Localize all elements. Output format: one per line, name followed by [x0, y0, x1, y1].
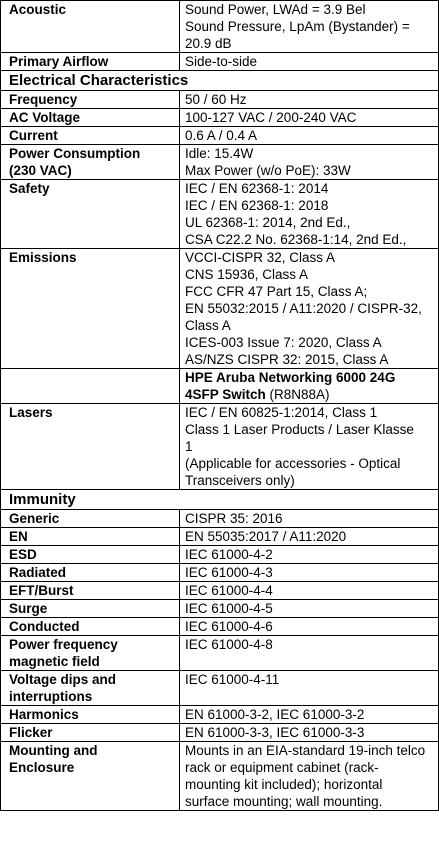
model-name-empty-cell: [1, 369, 180, 404]
row-power-frequency: [1, 636, 439, 671]
primary-airflow-label: Primary Airflow: [1, 53, 180, 71]
conducted-value: IEC 61000-4-6: [180, 618, 439, 636]
lasers-value: [180, 404, 439, 490]
frequency-value: 50 / 60 Hz: [180, 91, 439, 109]
row-mounting-enclosure: [1, 742, 439, 811]
safety-value: [180, 180, 439, 249]
row-generic: [1, 510, 439, 528]
surge-value: IEC 61000-4-5: [180, 600, 439, 618]
power-frequency-label-line: Power frequency: [9, 637, 118, 652]
electrical-characteristics-heading: Electrical Characteristics: [1, 71, 439, 91]
emissions-value-line: FCC CFR 47 Part 15, Class A;: [185, 284, 368, 299]
safety-value-line: CSA C22.2 No. 62368-1:14, 2nd Ed.,: [185, 232, 407, 247]
power-consumption-label-line: (230 VAC): [9, 163, 72, 178]
primary-airflow-value: Side-to-side: [180, 53, 439, 71]
model-name-line: 4SFP Switch: [185, 387, 266, 402]
safety-label: Safety: [1, 180, 180, 249]
mounting-enclosure-label: [1, 742, 180, 811]
radiated-label: Radiated: [1, 564, 180, 582]
acoustic-value-line: Sound Pressure, LpAm (Bystander) =: [185, 19, 410, 34]
flicker-label: Flicker: [1, 724, 180, 742]
row-lasers: [1, 404, 439, 490]
mounting-enclosure-value-line: rack or equipment cabinet (rack-: [185, 760, 379, 775]
voltage-dips-value: IEC 61000-4-11: [180, 671, 439, 706]
safety-value-line: UL 62368-1: 2014, 2nd Ed.,: [185, 215, 351, 230]
row-radiated: [1, 564, 439, 582]
voltage-dips-label-line: interruptions: [9, 689, 93, 704]
row-conducted: [1, 618, 439, 636]
acoustic-label: Acoustic: [1, 1, 180, 53]
immunity-heading: Immunity: [1, 490, 439, 510]
row-surge: [1, 600, 439, 618]
power-frequency-value: IEC 61000-4-8: [180, 636, 439, 671]
power-frequency-label: [1, 636, 180, 671]
lasers-value-line: Class 1 Laser Products / Laser Klasse: [185, 422, 414, 437]
lasers-label: Lasers: [1, 404, 180, 490]
row-harmonics: [1, 706, 439, 724]
radiated-value: IEC 61000-4-3: [180, 564, 439, 582]
generic-value: CISPR 35: 2016: [180, 510, 439, 528]
emissions-value-line: ICES-003 Issue 7: 2020, Class A: [185, 335, 382, 350]
current-value: 0.6 A / 0.4 A: [180, 127, 439, 145]
lasers-value-line: 1: [185, 439, 193, 454]
row-current: [1, 127, 439, 145]
mounting-enclosure-value-line: Mounts in an EIA-standard 19-inch telco: [185, 743, 426, 758]
mounting-enclosure-label-line: Mounting and: [9, 743, 98, 758]
conducted-label: Conducted: [1, 618, 180, 636]
power-frequency-label-line: magnetic field: [9, 654, 100, 669]
frequency-label: Frequency: [1, 91, 180, 109]
esd-label: ESD: [1, 546, 180, 564]
row-frequency: [1, 91, 439, 109]
power-consumption-value: [180, 145, 439, 180]
power-consumption-label: [1, 145, 180, 180]
row-eft-burst: [1, 582, 439, 600]
mounting-enclosure-value: [180, 742, 439, 811]
emissions-value-line: EN 55032:2015 / A11:2020 / CISPR-32,: [185, 301, 422, 316]
mounting-enclosure-value-line: mounting kit included); horizontal: [185, 777, 383, 792]
model-name-line: HPE Aruba Networking 6000 24G: [185, 370, 396, 385]
safety-value-line: IEC / EN 62368-1: 2018: [185, 198, 329, 213]
row-emissions: [1, 249, 439, 369]
harmonics-label: Harmonics: [1, 706, 180, 724]
row-primary-airflow: [1, 53, 439, 71]
row-electrical-heading: [1, 71, 439, 91]
emissions-value-line: Class A: [185, 318, 231, 333]
surge-label: Surge: [1, 600, 180, 618]
lasers-value-line: (Applicable for accessories - Optical: [185, 456, 401, 471]
emissions-value-line: CNS 15936, Class A: [185, 267, 309, 282]
acoustic-value: [180, 1, 439, 53]
power-consumption-value-line: Max Power (w/o PoE): 33W: [185, 163, 351, 178]
mounting-enclosure-value-line: surface mounting; wall mounting.: [185, 794, 383, 809]
emissions-label: Emissions: [1, 249, 180, 369]
en-label: EN: [1, 528, 180, 546]
row-immunity-heading: [1, 490, 439, 510]
safety-value-line: IEC / EN 62368-1: 2014: [185, 181, 329, 196]
model-name-value: [180, 369, 439, 404]
voltage-dips-label: [1, 671, 180, 706]
row-safety: [1, 180, 439, 249]
emissions-value: [180, 249, 439, 369]
emissions-value-line: AS/NZS CISPR 32: 2015, Class A: [185, 352, 389, 367]
power-consumption-value-line: Idle: 15.4W: [185, 146, 254, 161]
eft-burst-label: EFT/Burst: [1, 582, 180, 600]
current-label: Current: [1, 127, 180, 145]
esd-value: IEC 61000-4-2: [180, 546, 439, 564]
row-acoustic: [1, 1, 439, 53]
acoustic-value-line: 20.9 dB: [185, 36, 232, 51]
flicker-value: EN 61000-3-3, IEC 61000-3-3: [180, 724, 439, 742]
row-en: [1, 528, 439, 546]
mounting-enclosure-label-line: Enclosure: [9, 760, 75, 775]
acoustic-value-line: Sound Power, LWAd = 3.9 Bel: [185, 2, 366, 17]
row-model-name: [1, 369, 439, 404]
emissions-value-line: VCCI-CISPR 32, Class A: [185, 250, 336, 265]
row-flicker: [1, 724, 439, 742]
power-consumption-label-line: Power Consumption: [9, 146, 141, 161]
ac-voltage-label: AC Voltage: [1, 109, 180, 127]
row-ac-voltage: [1, 109, 439, 127]
row-esd: [1, 546, 439, 564]
row-power-consumption: [1, 145, 439, 180]
voltage-dips-label-line: Voltage dips and: [9, 672, 117, 687]
lasers-value-line: IEC / EN 60825-1:2014, Class 1: [185, 405, 378, 420]
eft-burst-value: IEC 61000-4-4: [180, 582, 439, 600]
lasers-value-line: Transceivers only): [185, 473, 295, 488]
generic-label: Generic: [1, 510, 180, 528]
ac-voltage-value: 100-127 VAC / 200-240 VAC: [180, 109, 439, 127]
model-sku: (R8N88A): [265, 387, 330, 402]
row-voltage-dips: [1, 671, 439, 706]
en-value: EN 55035:2017 / A11:2020: [180, 528, 439, 546]
harmonics-value: EN 61000-3-2, IEC 61000-3-2: [180, 706, 439, 724]
